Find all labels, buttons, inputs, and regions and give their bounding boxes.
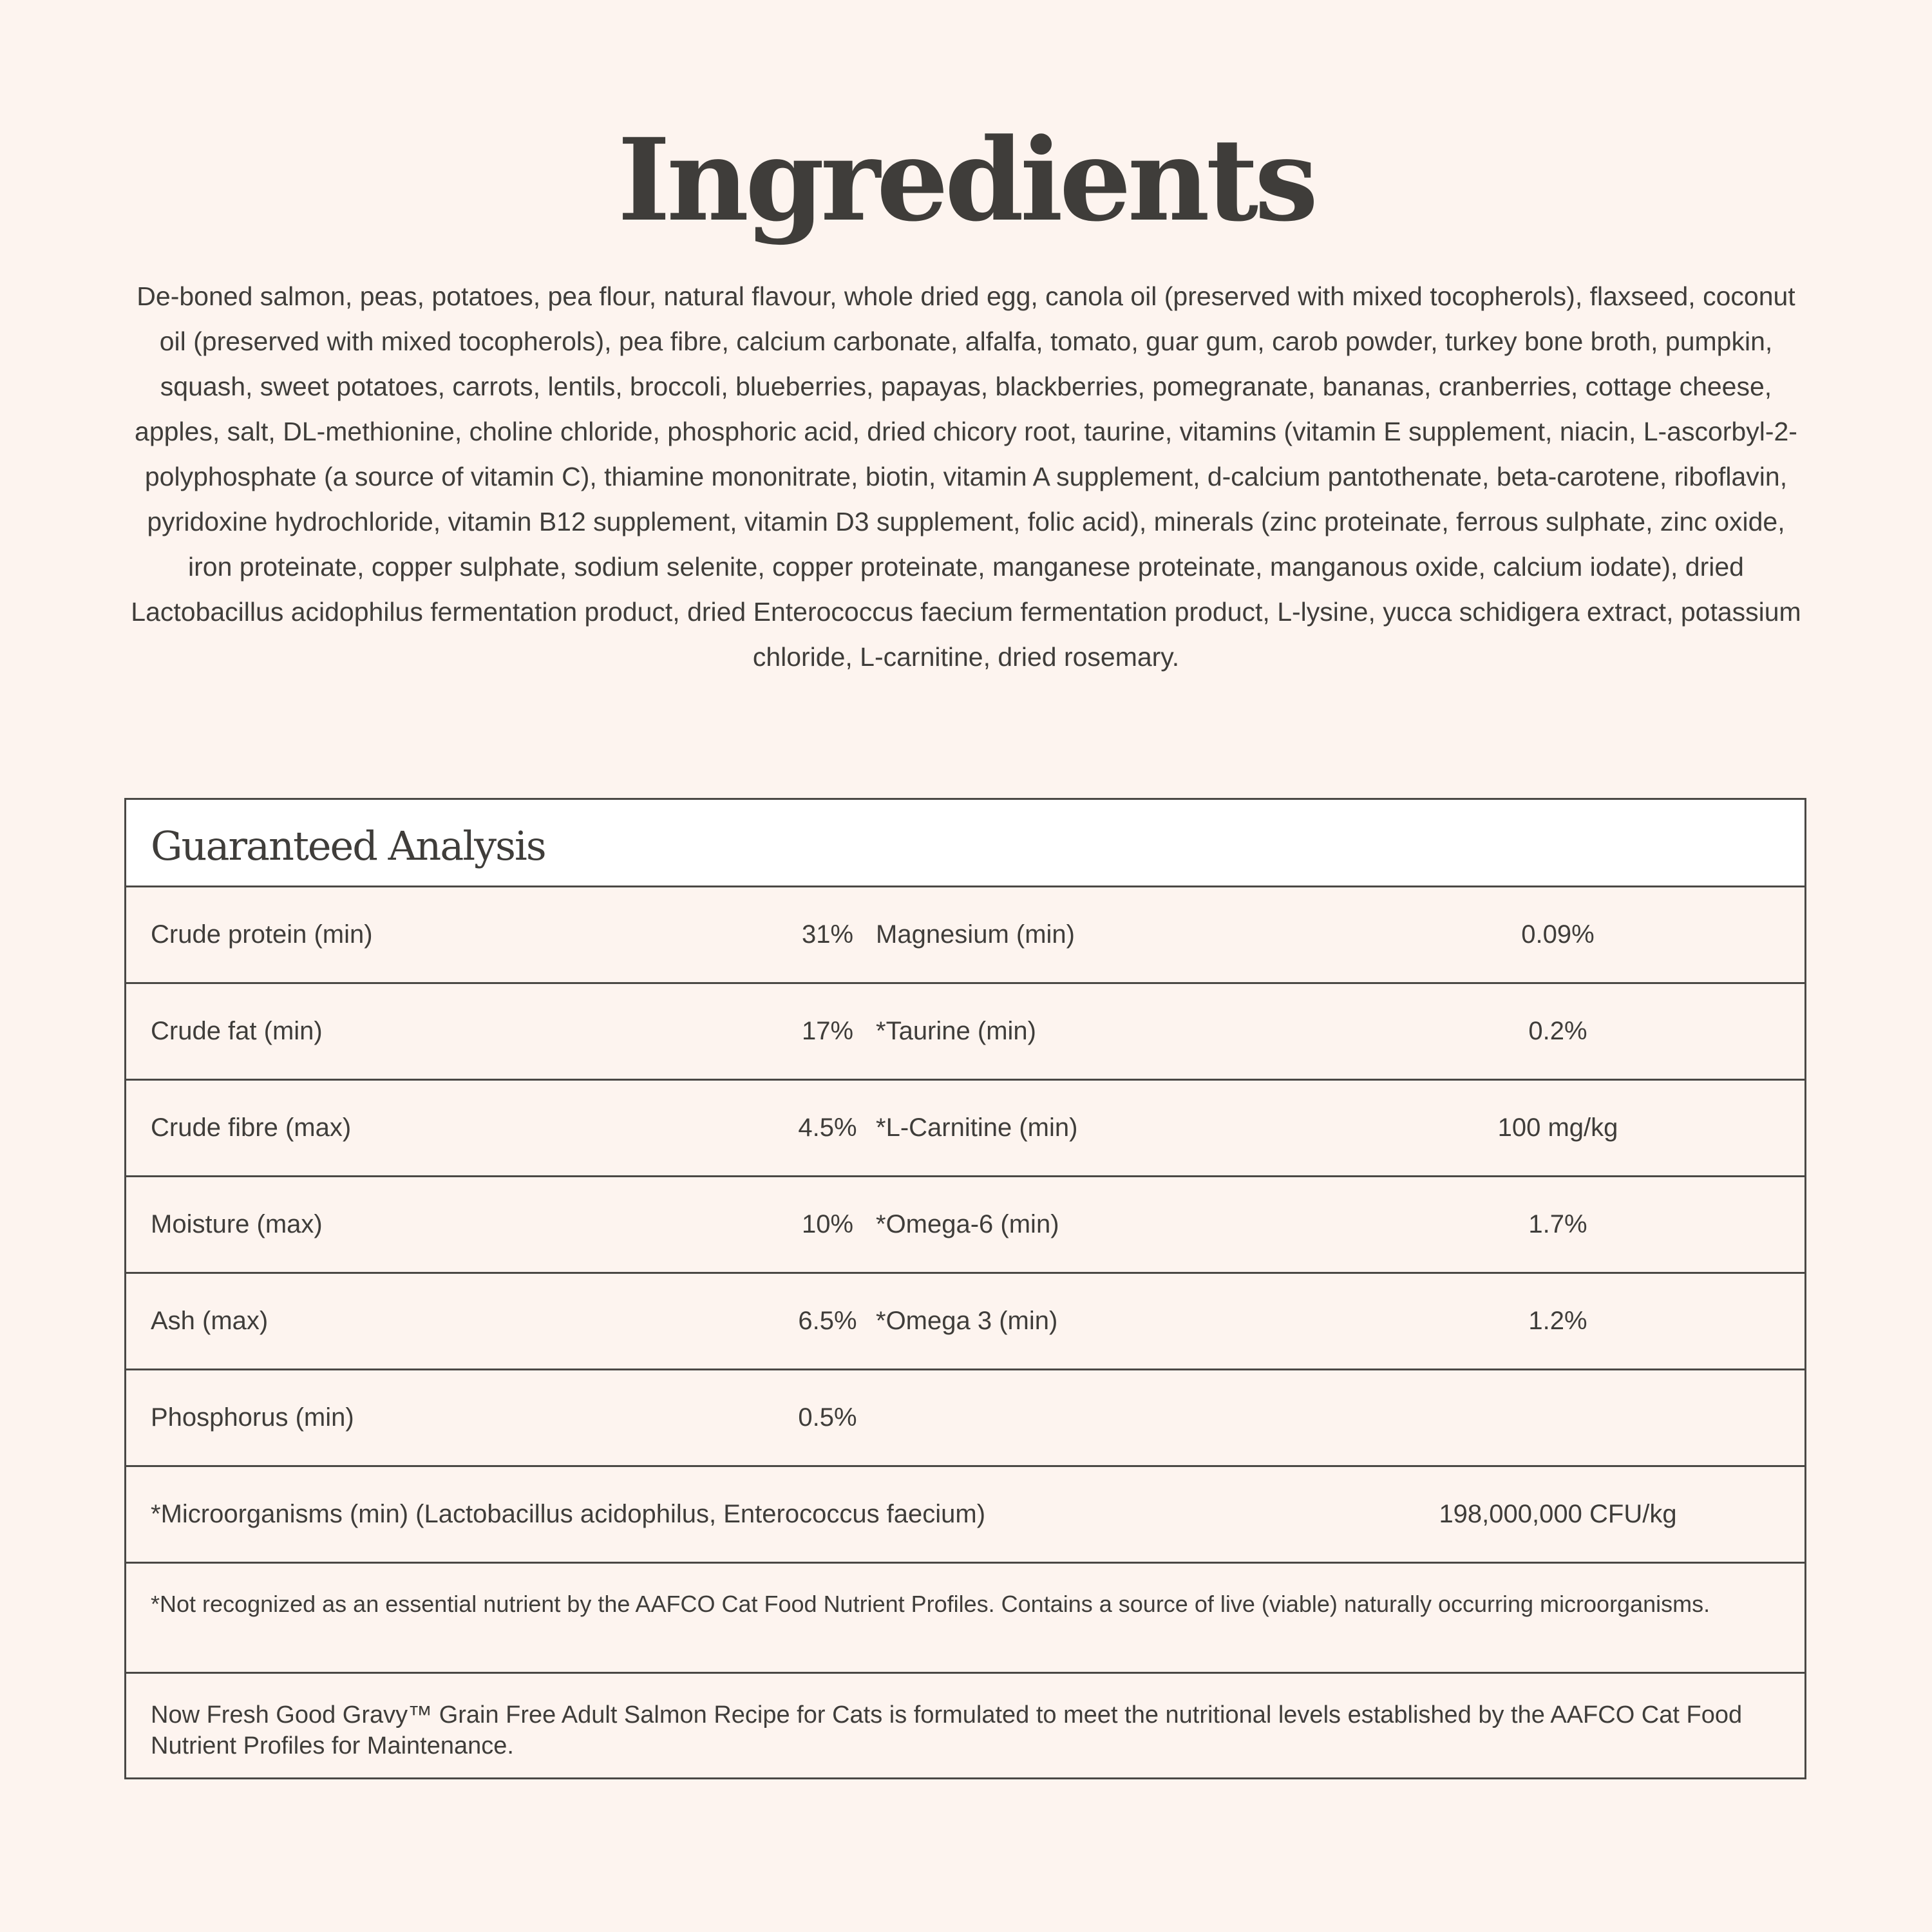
nutrient-value: 1.2% [1528, 1307, 1587, 1335]
nutrient-value: 100 mg/kg [1497, 1113, 1618, 1142]
nutrient-value: 0.09% [1521, 920, 1595, 949]
nutrient-value: 1.7% [1528, 1210, 1587, 1238]
nutrient-label: Phosphorus (min) [151, 1403, 354, 1432]
nutrient-label: Moisture (max) [151, 1210, 323, 1238]
nutrient-value: 0.2% [1528, 1017, 1587, 1045]
nutrient-label: *Omega 3 (min) [876, 1307, 1058, 1335]
nutrient-value: 4.5% [798, 1113, 857, 1142]
microorganisms-value: 198,000,000 CFU/kg [1439, 1500, 1677, 1528]
table-row [126, 887, 1804, 984]
guaranteed-analysis-table [124, 798, 1806, 1779]
table-row [126, 1274, 1804, 1370]
nutrient-label: Magnesium (min) [876, 920, 1075, 949]
analysis-title: Guaranteed Analysis [151, 822, 545, 869]
page-title: Ingredients [617, 113, 1315, 247]
ingredients-list: De-boned salmon, peas, potatoes, pea flour, natural flavour, whole dried egg, canola oil (preserved with mixed tocopherols), flaxseed, coconut oil (preserved with mixed tocopherols), pea fibre, calcium carbonate, alfalfa, tomato, guar gum, carob powder, turkey bone broth, pumpkin, squash, sweet potatoes, carrots, lentils, broccoli, blueberries, papayas, blackberries, pomegranate, bananas, cranberries, cottage cheese, apples, salt, DL-methionine, choline chloride, phosphoric acid, dried chicory root, taurine, vitamins (vitamin E supplement, niacin, L-ascorbyl-2-polyphosphate (a source of vitamin C), thiamine mononitrate, biotin, vitamin A supplement, d-calcium pantothenate, beta-carotene, riboflavin, pyridoxine hydrochloride, vitamin B12 supplement, vitamin D3 supplement, folic acid), minerals (zinc proteinate, ferrous sulphate, zinc oxide, iron proteinate, copper sulphate, sodium selenite, copper proteinate, manganese proteinate, manganous oxide, calcium iodate), dried Lactobacillus acidophilus fermentation product, dried Enterococcus faecium fermentation product, L-lysine, yucca schidigera extract, potassium chloride, L-carnitine, dried rosemary. [131, 281, 1801, 672]
nutrient-value [1429, 1370, 1687, 1465]
nutrient-label: Crude fibre (max) [151, 1113, 352, 1142]
nutrient-value: 6.5% [798, 1307, 857, 1335]
aafco-statement: Now Fresh Good Gravy™ Grain Free Adult Salmon Recipe for Cats is formulated to meet the nutritional levels established by the AAFCO Cat Food Nutrient Profiles for Maintenance. [151, 1701, 1743, 1759]
microorganisms-label: *Microorganisms (min) (Lactobacillus acidophilus, Enterococcus faecium) [151, 1500, 986, 1528]
analysis-header [126, 800, 1804, 887]
nutrient-label: Crude protein (min) [151, 920, 373, 949]
table-row-microorganisms [126, 1467, 1804, 1564]
nutrient-value: 0.5% [798, 1403, 857, 1432]
statement-row [126, 1674, 1804, 1777]
table-row [126, 1177, 1804, 1274]
table-row [126, 1370, 1804, 1467]
nutrient-label: Crude fat (min) [151, 1017, 323, 1045]
nutrient-value: 31% [801, 920, 854, 949]
nutrient-label: *L-Carnitine (min) [876, 1113, 1078, 1142]
footnote-text: *Not recognized as an essential nutrient by the AAFCO Cat Food Nutrient Profiles. Contains a source of live (viable) naturally occurring microorganisms. [151, 1591, 1710, 1617]
footnote-row [126, 1564, 1804, 1674]
nutrient-value: 17% [801, 1017, 854, 1045]
nutrient-label: *Taurine (min) [876, 1017, 1036, 1045]
nutrient-label: *Omega-6 (min) [876, 1210, 1059, 1238]
table-row [126, 1081, 1804, 1177]
table-row [126, 984, 1804, 1081]
nutrient-label: Ash (max) [151, 1307, 269, 1335]
nutrient-value: 10% [801, 1210, 854, 1238]
